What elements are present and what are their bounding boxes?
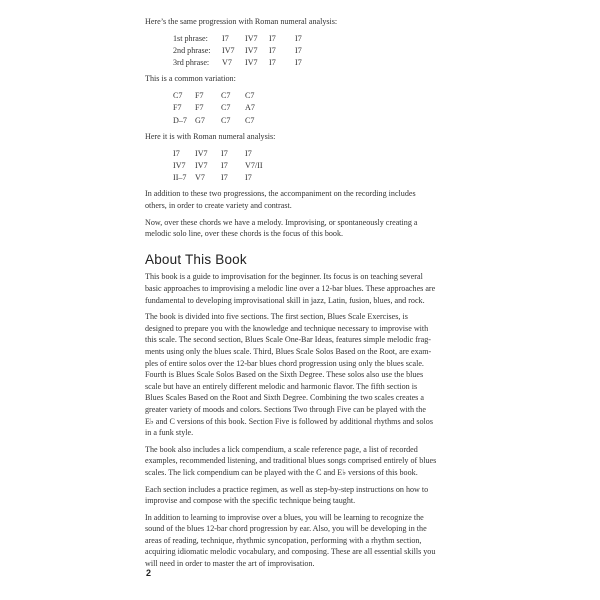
- chord: I7: [173, 148, 180, 158]
- text-line: The book also includes a lick compendium, a scale reference page, a list of recorded: [145, 444, 418, 454]
- phrase-row: [173, 33, 475, 45]
- about-paragraph: [145, 484, 475, 507]
- text-line: scale but have an entirely different melodic and harmonic flavor. The fifth section is: [145, 381, 418, 391]
- page-number: 2: [146, 568, 152, 578]
- chord: I7: [245, 173, 252, 183]
- text-line: ments using only the blues scale. Third, Blues Scale Solos Based on the Root, are exam-: [145, 346, 432, 356]
- chord: V7: [222, 58, 232, 68]
- chord-row: [173, 172, 475, 184]
- phrase-table: [173, 33, 475, 70]
- about-paragraph: [145, 512, 475, 570]
- chord: IV7: [222, 45, 235, 55]
- chord: IV7: [195, 160, 208, 170]
- chord: II–7: [173, 173, 187, 183]
- text-line: in a funk style.: [145, 428, 194, 438]
- chord: C7: [221, 115, 231, 125]
- section-heading: About This Book: [145, 251, 247, 267]
- chord: I7: [295, 45, 302, 55]
- text-line: The book is divided into five sections. The first section, Blues Scale Exercises, is: [145, 312, 408, 322]
- text-line: In addition to learning to improvise over a blues, you will be learning to recognize the: [145, 512, 424, 522]
- paragraph-progressions: [145, 188, 475, 211]
- intro-variation: This is a common variation:: [145, 74, 236, 84]
- chord: C7: [245, 91, 255, 101]
- chord: D–7: [173, 115, 187, 125]
- chord: A7: [245, 103, 255, 113]
- chord-row: [173, 102, 475, 114]
- text-line: basic approaches to improvising a melodic line over a 12-bar blues. These approaches are: [145, 284, 436, 294]
- page-content: [145, 16, 475, 575]
- text-line: examples, recommended listening, and traditional blues songs comprised entirely of blues: [145, 456, 437, 466]
- about-paragraph: [145, 444, 475, 479]
- phrase-label: 2nd phrase:: [173, 45, 211, 55]
- phrase-label: 1st phrase:: [173, 33, 208, 43]
- about-section: [145, 271, 475, 569]
- chord: IV7: [245, 33, 258, 43]
- intro-variation-roman: Here it is with Roman numeral analysis:: [145, 131, 276, 141]
- text-line: Each section includes a practice regimen, as well as step-by-step instructions on how to: [145, 484, 429, 494]
- chord: C7: [221, 91, 231, 101]
- chord: C7: [221, 103, 231, 113]
- text-line: Blues Scales Based on the Root and Sixth Degree. Combining the two scales creates a: [145, 393, 424, 403]
- chord: I7: [295, 58, 302, 68]
- chord: IV7: [245, 45, 258, 55]
- text-line: greater variety of moods and colors. Sections Two through Five can be played with the: [145, 404, 426, 414]
- text-line: this scale. The second section, Blues Scale One-Bar Ideas, features simple melodic frag-: [145, 335, 431, 345]
- chord: I7: [245, 148, 252, 158]
- chord: V7: [195, 173, 205, 183]
- text-line: In addition to these two progressions, the accompaniment on the recording includes: [145, 189, 416, 199]
- text-line: designed to prepare you with the knowledge and technique necessary to improvise with: [145, 323, 429, 333]
- chord-row: [173, 160, 475, 172]
- text-line: melodic solo line, over these chords is the focus of this book.: [145, 229, 344, 239]
- chord: IV7: [245, 58, 258, 68]
- chord: I7: [269, 33, 276, 43]
- variation-roman-table: [173, 148, 475, 185]
- text-line: Now, over these chords we have a melody. Improvising, or spontaneously creating a: [145, 217, 418, 227]
- chord: C7: [245, 115, 255, 125]
- text-line: E♭ and C versions of this book. Section Five is followed by additional rhythms and solos: [145, 416, 433, 426]
- chord: I7: [221, 173, 228, 183]
- phrase-label: 3rd phrase:: [173, 58, 210, 68]
- text-line: improvise and compose with the specific technique being taught.: [145, 496, 356, 506]
- text-line: Fourth is Blues Scale Solos Based on the Sixth Degree. These solos also use the blues: [145, 370, 424, 380]
- phrase-row: [173, 57, 475, 69]
- phrase-row: [173, 45, 475, 57]
- chord: IV7: [195, 148, 208, 158]
- chord: G7: [195, 115, 205, 125]
- text-line: acquiring idiomatic melodic vocabulary, and composing. These are all essential skills you: [145, 547, 436, 557]
- chord: I7: [221, 160, 228, 170]
- chord: V7/II: [245, 160, 263, 170]
- text-line: ples of entire solos over the 12-bar blues chord progression using only the blues scale.: [145, 358, 424, 368]
- chord: I7: [295, 33, 302, 43]
- intro-roman: Here’s the same progression with Roman numeral analysis:: [145, 17, 338, 26]
- chord-row: [173, 90, 475, 102]
- text-line: scales. The lick compendium can be played with the C and E♭ versions of this book.: [145, 467, 418, 477]
- text-line: will need in order to master the art of improvisation.: [145, 559, 315, 569]
- text-line: sound of the blues 12-bar chord progression by ear. Also, you will be developing in the: [145, 524, 427, 534]
- paragraph-melody: [145, 217, 475, 240]
- chord: I7: [221, 148, 228, 158]
- variation-table: [173, 90, 475, 127]
- chord-row: [173, 148, 475, 160]
- chord: I7: [269, 58, 276, 68]
- chord: C7: [173, 91, 183, 101]
- chord: IV7: [173, 160, 186, 170]
- chord-row: [173, 115, 475, 127]
- chord: F7: [195, 91, 204, 101]
- chord: I7: [222, 33, 229, 43]
- chord: F7: [195, 103, 204, 113]
- about-paragraph: [145, 271, 475, 306]
- about-paragraph: [145, 311, 475, 439]
- text-line: areas of reading, technique, rhythmic syncopation, performing with a rhythm section,: [145, 535, 422, 545]
- chord: F7: [173, 103, 182, 113]
- text-line: fundamental to developing improvisational skill in jazz, Latin, fusion, blues, and rock.: [145, 295, 425, 305]
- chord: I7: [269, 45, 276, 55]
- text-line: This book is a guide to improvisation for the beginner. Its focus is on teaching several: [145, 272, 423, 282]
- text-line: others, in order to create variety and contrast.: [145, 201, 292, 211]
